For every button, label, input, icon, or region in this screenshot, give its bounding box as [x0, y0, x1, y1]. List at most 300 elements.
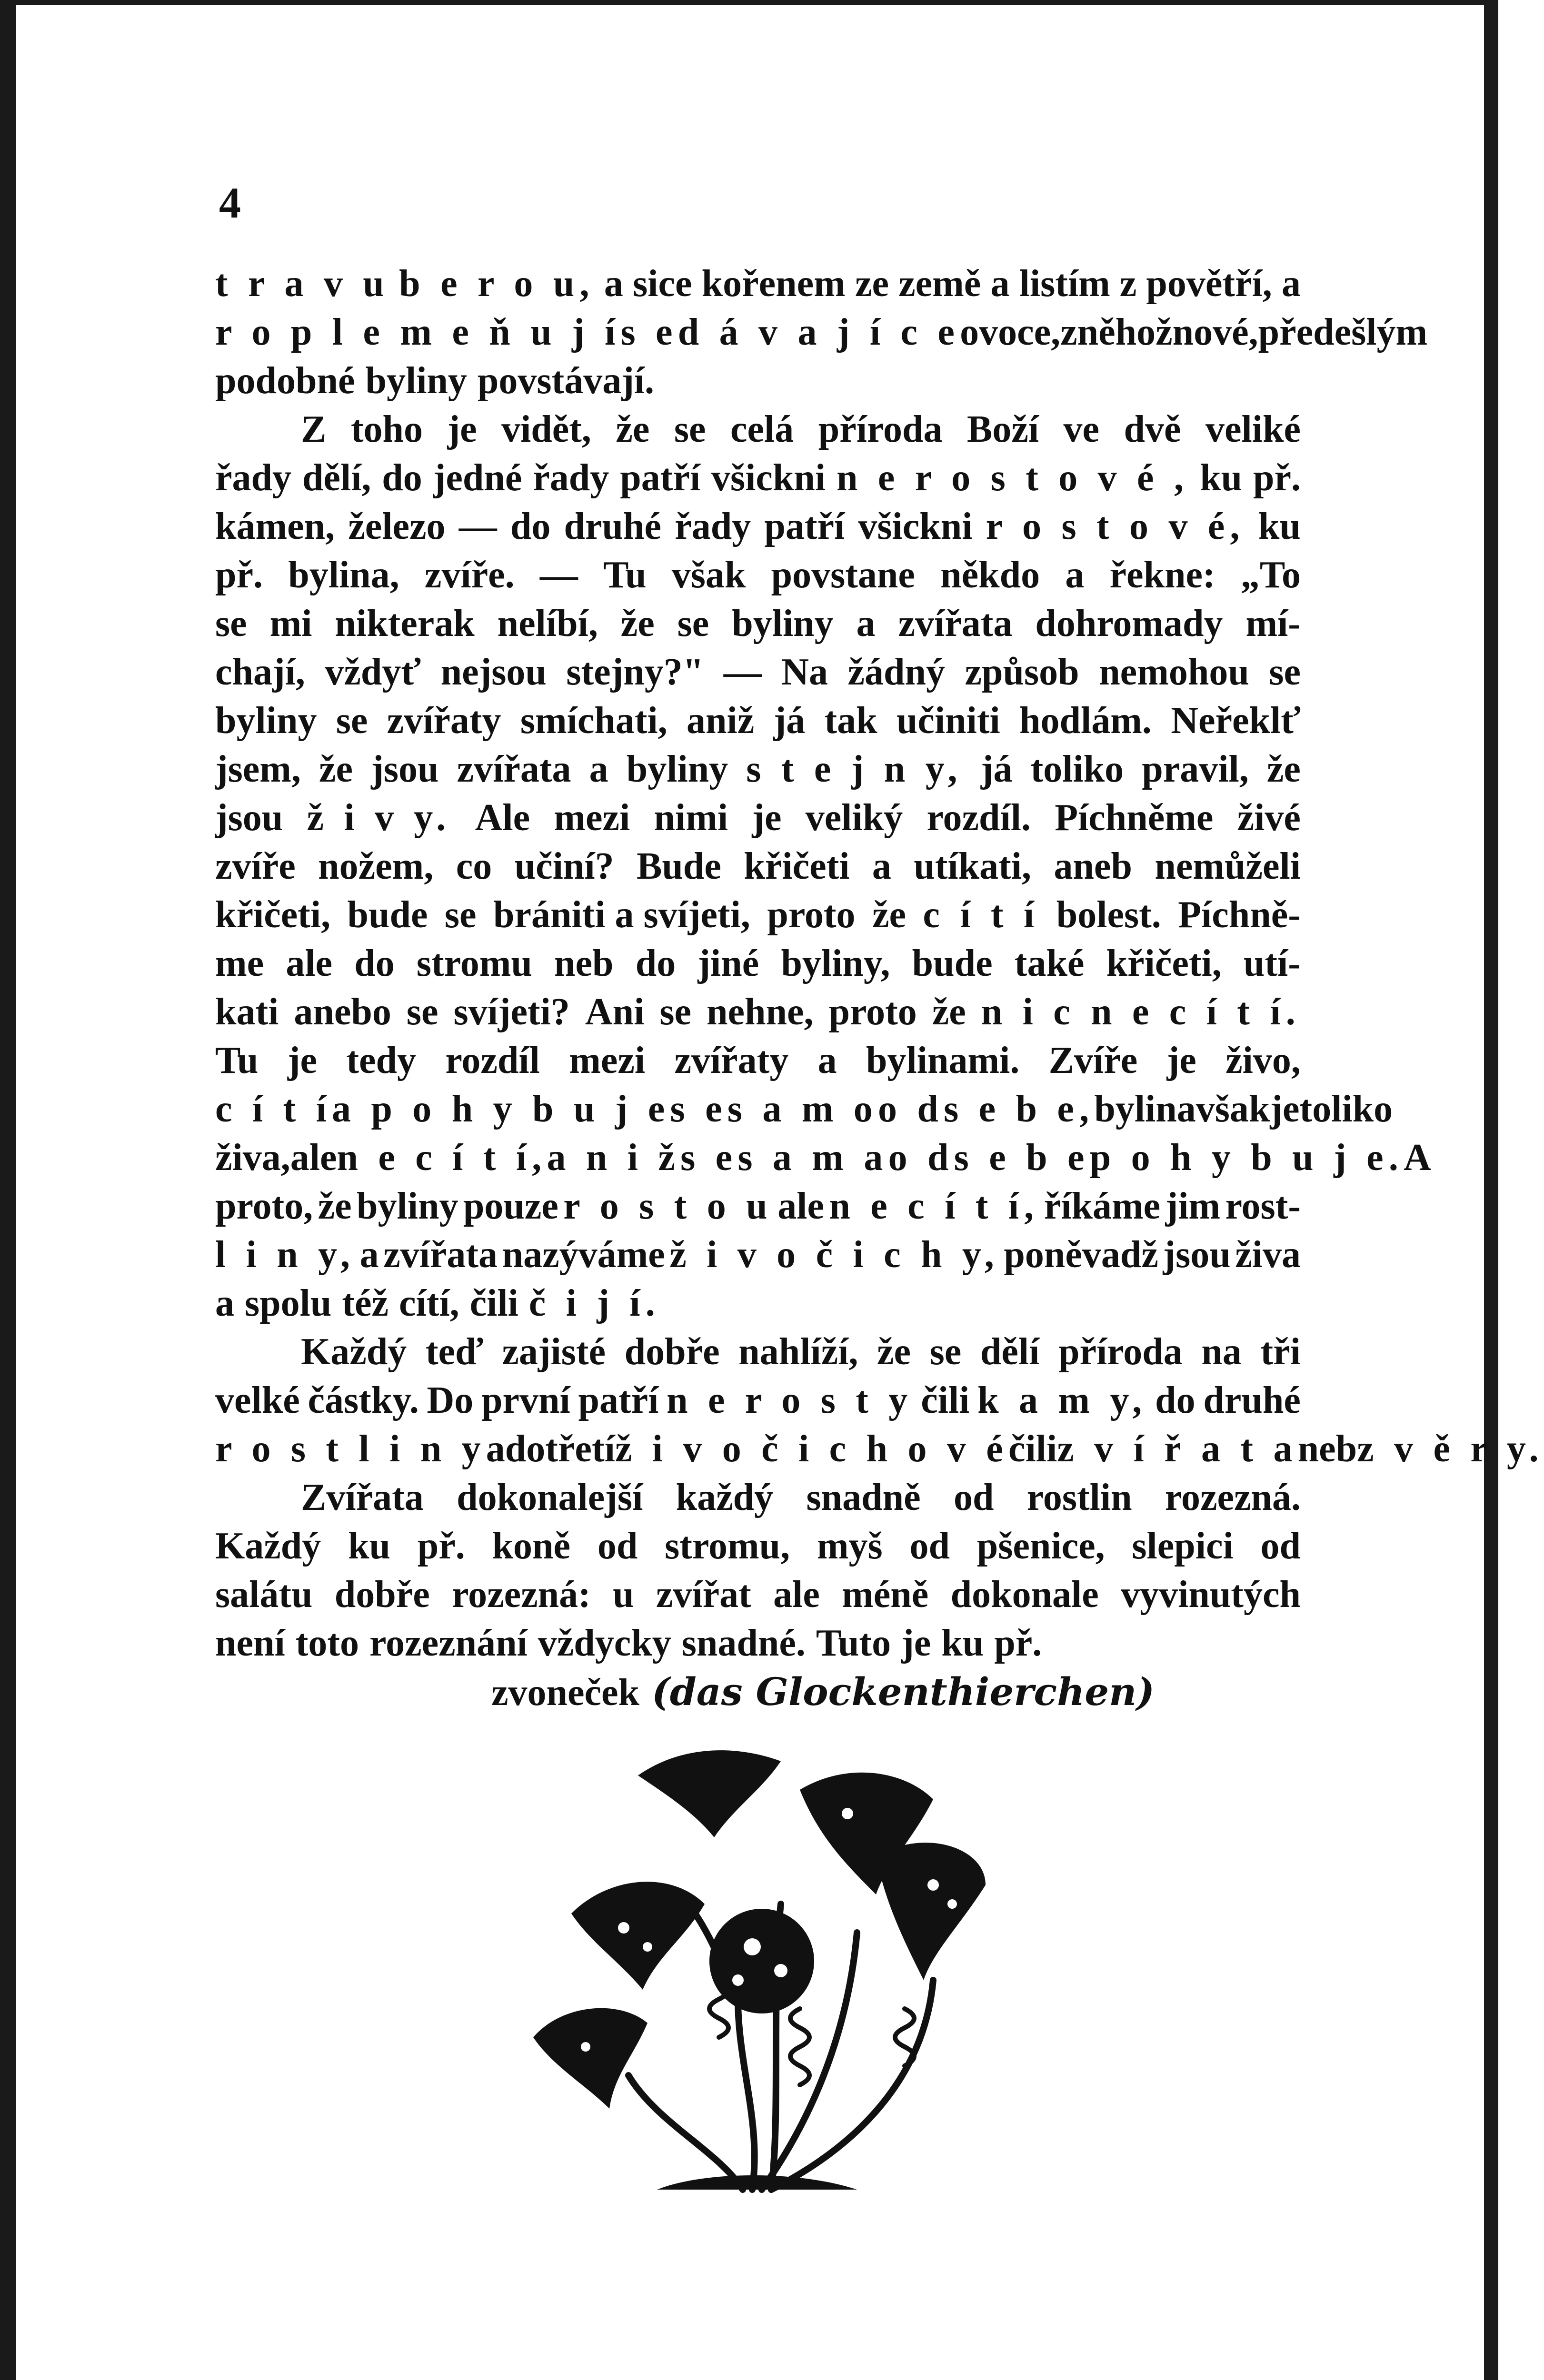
word: Píchněme	[1055, 797, 1214, 839]
word: ku	[941, 1622, 984, 1664]
word: chají,	[215, 651, 305, 693]
word: ale	[773, 1574, 820, 1616]
word: nimi	[654, 797, 728, 839]
word: Tu	[603, 554, 647, 596]
word: z v ě r y.	[1357, 1428, 1544, 1470]
word: toliko	[1030, 748, 1124, 790]
word: křičeti,	[1106, 942, 1222, 984]
text-line	[215, 745, 1301, 793]
word: zvířat	[656, 1574, 751, 1616]
word: učiní?	[514, 845, 614, 887]
text-line	[215, 988, 1301, 1036]
text-line	[215, 259, 1301, 308]
word: že	[872, 894, 906, 936]
text-line	[215, 308, 1428, 357]
word: z povětří,	[1119, 263, 1272, 305]
word: d á v a j í c e	[677, 311, 960, 353]
word: je	[287, 1040, 318, 1081]
word: a	[817, 1040, 837, 1081]
word: Ani	[585, 991, 645, 1033]
word: každý	[676, 1477, 774, 1518]
word: nelíbí,	[497, 603, 598, 645]
word: o d	[877, 1088, 944, 1130]
word: spolu	[245, 1282, 332, 1324]
word: velké	[215, 1379, 300, 1421]
word: méně	[842, 1574, 929, 1616]
word: podobné	[215, 360, 355, 402]
word: živé	[1237, 797, 1301, 839]
word: l i n y,	[215, 1234, 356, 1276]
word: jsem,	[215, 748, 301, 790]
word: s e	[680, 1137, 738, 1179]
word: něhož	[1077, 311, 1173, 353]
word: ale	[286, 942, 333, 984]
word: jsou	[371, 748, 439, 790]
word: druhé	[1203, 1379, 1301, 1421]
text-line	[215, 1328, 1301, 1376]
word: se	[406, 991, 438, 1033]
word: Bude	[637, 845, 721, 887]
text-line	[215, 1570, 1301, 1619]
word: a	[486, 1428, 505, 1470]
word: říkáme	[1044, 1185, 1161, 1227]
word: bylinami.	[866, 1040, 1020, 1081]
word: zvíře	[215, 845, 296, 887]
text-line	[215, 1619, 1301, 1667]
word: byliny	[357, 1185, 458, 1227]
text-line	[215, 1182, 1301, 1230]
word: veliký	[805, 797, 903, 839]
word: veliké	[1205, 408, 1301, 450]
word: je	[1166, 1040, 1196, 1081]
word: ve	[1063, 408, 1100, 450]
word: druhé	[564, 506, 662, 547]
word: způsob	[965, 651, 1079, 693]
word: byliny	[365, 360, 467, 402]
word: žádný	[847, 651, 946, 693]
word: bolest.	[1056, 894, 1161, 936]
word: c í t í	[215, 1088, 332, 1130]
page-number: 4	[219, 178, 241, 227]
word: na	[1201, 1331, 1242, 1373]
text-line	[215, 454, 1301, 502]
word: byliny	[732, 603, 834, 645]
word: dohromady	[1035, 603, 1223, 645]
word: z	[1060, 311, 1077, 353]
word: jim	[1165, 1185, 1221, 1227]
word: utíkati,	[914, 845, 1032, 887]
word: hodlám.	[1019, 700, 1152, 742]
word: řekne:	[1109, 554, 1215, 596]
word: toho	[350, 408, 423, 450]
word: Ale	[475, 797, 530, 839]
text-line	[215, 551, 1301, 599]
word: ku	[348, 1525, 390, 1567]
caption-german: (das Glockenthierchen)	[652, 1669, 1155, 1714]
word: z v í ř a t a	[1057, 1428, 1298, 1470]
word: t r a v u	[215, 263, 389, 305]
word: křičeti,	[215, 894, 331, 936]
word: r o s t l i n y	[215, 1428, 486, 1470]
word: příroda	[818, 408, 943, 450]
word: zvířata	[383, 1234, 498, 1276]
text-line	[215, 599, 1301, 648]
word: a	[872, 845, 891, 887]
text-line	[215, 793, 1301, 842]
word: živa	[1235, 1234, 1301, 1276]
word: Zvířata	[301, 1477, 424, 1518]
word: Na	[781, 651, 828, 693]
word: ž i v o č i c h y,	[669, 1234, 999, 1276]
word: o d	[888, 1137, 954, 1179]
word: proto	[828, 991, 917, 1033]
word: proto,	[215, 1185, 313, 1227]
word: Píchně-	[1178, 894, 1301, 936]
word: nemohou	[1099, 651, 1249, 693]
word: myš	[817, 1525, 883, 1567]
word: a	[1065, 554, 1085, 596]
word: také	[1014, 942, 1085, 984]
word: pouze	[463, 1185, 558, 1227]
stalk-left	[628, 2075, 743, 2190]
word: brániti a svíjeti,	[493, 894, 750, 936]
word: do	[510, 506, 551, 547]
word: ze	[855, 263, 889, 305]
word: že	[620, 603, 655, 645]
text-line	[215, 1473, 1301, 1522]
word: zvířaty	[387, 700, 501, 742]
word: Zvíře	[1048, 1040, 1138, 1081]
word: nové,	[1172, 311, 1258, 353]
word: řady	[533, 457, 609, 499]
word: nejsou	[440, 651, 547, 693]
word: někdo	[940, 554, 1040, 596]
word: aniž	[687, 700, 755, 742]
word: a p o h y b u j e	[332, 1088, 670, 1130]
word: stejny?"	[566, 651, 704, 693]
word: že	[319, 748, 353, 790]
word: neb	[1297, 1428, 1357, 1470]
word: a	[1281, 263, 1301, 305]
word: salátu	[215, 1574, 313, 1616]
word: byliny	[626, 748, 728, 790]
word: že	[1266, 748, 1301, 790]
word: ,	[1051, 311, 1061, 353]
word: Tu	[215, 1040, 259, 1081]
word: rost-	[1225, 1185, 1301, 1227]
word: povstávají.	[477, 360, 655, 402]
word: svíjeti?	[453, 991, 570, 1033]
coil-center	[790, 2009, 809, 2085]
word: a n i ž	[547, 1137, 681, 1179]
word: též	[342, 1282, 388, 1324]
word: snadně	[806, 1477, 921, 1518]
word: byliny,	[781, 942, 890, 984]
word: stromu,	[665, 1525, 790, 1567]
word: od	[909, 1525, 950, 1567]
word: toto	[295, 1622, 359, 1664]
word: do	[1155, 1379, 1195, 1421]
word: —	[458, 506, 497, 547]
word: dobře	[624, 1331, 720, 1373]
word: snadné.	[681, 1622, 806, 1664]
text-line	[215, 939, 1301, 988]
word: nemůželi	[1155, 845, 1301, 887]
word: se	[659, 991, 692, 1033]
word: ale	[777, 1185, 824, 1227]
bell-top	[638, 1750, 781, 1837]
word: s a m o	[727, 1088, 878, 1130]
bell-lower-left	[533, 2008, 647, 2109]
word: mezi	[569, 1040, 646, 1081]
word: povstane	[771, 554, 915, 596]
word: r o s t o v é,	[986, 506, 1245, 547]
word: od	[953, 1477, 994, 1518]
word: jiné	[697, 942, 759, 984]
word: př.	[994, 1622, 1042, 1664]
word: Do	[427, 1379, 474, 1421]
word: první	[481, 1379, 570, 1421]
word: k a m y,	[977, 1379, 1147, 1421]
text-line	[215, 405, 1301, 454]
word: dělí,	[302, 457, 371, 499]
word: vždycky	[538, 1622, 671, 1664]
word: sice	[633, 263, 692, 305]
word: dvě	[1124, 408, 1181, 450]
word: jsou	[1163, 1234, 1231, 1276]
word: smíchati,	[520, 700, 667, 742]
word: se	[215, 603, 247, 645]
text-line	[215, 357, 1301, 405]
word: od	[597, 1525, 638, 1567]
word: „To	[1240, 554, 1301, 596]
word: kořenem	[701, 263, 846, 305]
body-text	[215, 259, 1544, 1716]
word: ž i v o č i c h o v é	[615, 1428, 1008, 1470]
word: živa,	[215, 1137, 290, 1179]
word: Každý	[215, 1525, 321, 1567]
word: s e	[670, 1088, 727, 1130]
word: a	[990, 263, 1010, 305]
word: vždyť	[325, 651, 421, 693]
word: s a m a	[737, 1137, 888, 1179]
word: já	[773, 700, 806, 742]
word: proto	[767, 894, 856, 936]
word: vyvinutých	[1121, 1574, 1301, 1616]
word: že	[616, 408, 650, 450]
word: rozdíl.	[926, 797, 1031, 839]
word: čili	[1008, 1428, 1057, 1470]
word: c í t í	[923, 894, 1040, 936]
ground-mass	[657, 2175, 857, 2190]
word: —	[539, 554, 578, 596]
word: mi	[269, 603, 312, 645]
word: patří	[578, 1379, 659, 1421]
text-line	[215, 502, 1301, 551]
word: b e r o u,	[399, 263, 595, 305]
word: koně	[492, 1525, 571, 1567]
word: me	[215, 942, 264, 984]
word: Neřeklť	[1171, 700, 1301, 742]
word: pšenice,	[976, 1525, 1105, 1567]
word: n e c í t í,	[829, 1185, 1039, 1227]
word: že	[318, 1185, 352, 1227]
bell-far-right	[876, 1843, 986, 1980]
word: bylina	[1094, 1088, 1196, 1130]
word: do	[354, 942, 395, 984]
word: všickni	[711, 457, 826, 499]
word: Každý	[301, 1331, 407, 1373]
word: rozeznání	[369, 1622, 528, 1664]
word: nožem,	[318, 845, 434, 887]
word: křičeti	[744, 845, 850, 887]
word: řady	[215, 457, 291, 499]
word: já	[980, 748, 1013, 790]
word: zvířata	[898, 603, 1013, 645]
word: nehne,	[707, 991, 814, 1033]
word: je	[1270, 1088, 1300, 1130]
text-line	[215, 648, 1301, 696]
word: živo,	[1225, 1040, 1301, 1081]
word: Boží	[966, 408, 1039, 450]
word: a	[589, 748, 608, 790]
word: a	[604, 263, 623, 305]
word: —	[723, 651, 762, 693]
word: a	[856, 603, 876, 645]
word: nahlíží,	[738, 1331, 858, 1373]
word: nazýváme	[502, 1234, 665, 1276]
word: byliny	[215, 700, 317, 742]
text-line	[215, 1279, 1301, 1328]
word: se	[674, 408, 706, 450]
word: řady	[675, 506, 751, 547]
word: tedy	[346, 1040, 416, 1081]
word: č i j í.	[528, 1282, 660, 1324]
text-line	[215, 696, 1301, 745]
word: že	[932, 991, 966, 1033]
word: třetí	[545, 1428, 615, 1470]
word: pravil,	[1142, 748, 1249, 790]
text-line	[215, 1133, 1431, 1182]
word: dokonalejší	[457, 1477, 643, 1518]
word: celá	[730, 408, 794, 450]
word: neb	[554, 942, 614, 984]
word: s t e j n y,	[746, 748, 963, 790]
figure-caption	[215, 1667, 1301, 1716]
word: je	[901, 1622, 931, 1664]
word: mezi	[554, 797, 630, 839]
word: není	[215, 1622, 285, 1664]
word: toliko	[1299, 1088, 1393, 1130]
word: čili	[921, 1379, 970, 1421]
word: jedné	[433, 457, 522, 499]
word: dělí	[980, 1331, 1040, 1373]
word: nikterak	[335, 603, 475, 645]
word: teď	[425, 1331, 483, 1373]
word: bude	[912, 942, 993, 984]
word: zvířata	[457, 748, 571, 790]
word: jsou	[215, 797, 283, 839]
word: příroda	[1058, 1331, 1183, 1373]
word: dobře	[334, 1574, 430, 1616]
word: r o p l e m e ň u j í	[215, 311, 621, 353]
word: ovoce	[960, 311, 1051, 353]
word: n e r o s t y	[667, 1379, 913, 1421]
word: tak	[824, 700, 877, 742]
word: anebo	[294, 991, 391, 1033]
caption-czech: zvoneček	[491, 1672, 640, 1714]
word: př.	[417, 1525, 465, 1567]
word: ale	[290, 1137, 337, 1179]
word: je	[752, 797, 782, 839]
word: do	[505, 1428, 546, 1470]
word: patří	[620, 457, 701, 499]
word: do	[382, 457, 422, 499]
word: zvíře.	[424, 554, 515, 596]
word: tři	[1260, 1331, 1301, 1373]
word: Z	[301, 408, 327, 450]
word: předešlým	[1258, 311, 1428, 353]
word: rozdíl	[445, 1040, 540, 1081]
word: s e b e	[954, 1137, 1090, 1179]
word: že	[877, 1331, 911, 1373]
bell-animalcule-illustration	[514, 1733, 990, 2199]
word: co	[456, 845, 492, 887]
word: částky.	[308, 1379, 419, 1421]
word: ž i v y.	[307, 797, 451, 839]
word: poněvadž	[1004, 1234, 1158, 1276]
word: p o h y b u j e.	[1089, 1137, 1404, 1179]
word: u	[613, 1574, 634, 1616]
word: př.	[215, 554, 263, 596]
word: Tuto	[816, 1622, 891, 1664]
word: zvířaty	[674, 1040, 789, 1081]
word: stromu	[416, 942, 532, 984]
word: mí-	[1245, 603, 1301, 645]
text-line	[215, 1230, 1301, 1279]
word: slepici	[1132, 1525, 1234, 1567]
word: však	[1195, 1088, 1270, 1130]
word: n e r o s t o v é ,	[837, 457, 1189, 499]
word: se	[1269, 651, 1301, 693]
word: kámen,	[215, 506, 335, 547]
word: a	[359, 1234, 379, 1276]
word: vidět,	[501, 408, 591, 450]
word: n e c í t í.	[1090, 991, 1301, 1033]
word: se	[336, 700, 368, 742]
stalk-main	[738, 1999, 755, 2190]
text-line	[215, 1036, 1301, 1085]
word: kati	[215, 991, 279, 1033]
word: bude	[347, 894, 428, 936]
word: n e c í t í,	[337, 1137, 547, 1179]
word: ku	[1258, 506, 1301, 547]
word: rostlin	[1026, 1477, 1132, 1518]
word: čili	[469, 1282, 518, 1324]
bell-round-center	[709, 1909, 814, 2013]
word: však	[671, 554, 746, 596]
word: se	[677, 603, 709, 645]
word: s e	[620, 311, 678, 353]
word: r o s t o u	[563, 1185, 773, 1227]
text-line	[215, 1522, 1301, 1570]
word: aneb	[1054, 845, 1132, 887]
word: a	[215, 1282, 234, 1324]
word: listím	[1019, 263, 1110, 305]
word: rozezná:	[452, 1574, 591, 1616]
text-line	[215, 1425, 1544, 1473]
word: patří	[764, 506, 845, 547]
